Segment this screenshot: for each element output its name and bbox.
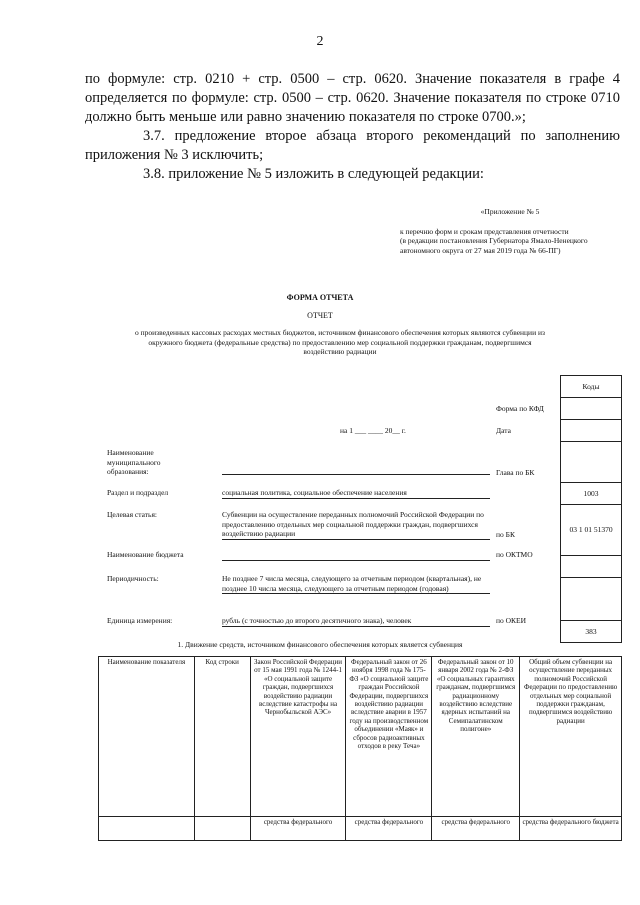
date-line: на 1 ___ ____ 20__ г. xyxy=(340,426,406,435)
paragraph-1: по формуле: стр. 0210 + стр. 0500 – стр. 0620. Значение показателя в графе 4 определяется по формуле: стр. 0500 – стр. 0620. Значение показателя по строке 0710 должно быть меньше или равно значению показателя по строке 0700.»; xyxy=(85,71,620,125)
label-budget: Наименование бюджета xyxy=(107,550,184,559)
municipality-line xyxy=(222,474,490,475)
paragraph-2: 3.7. предложение второе абзаца второго рекомендаций по заполнению приложения № 3 исключить; xyxy=(85,128,620,163)
paragraph-3: 3.8. приложение № 5 изложить в следующей редакции: xyxy=(143,166,484,182)
codes-header: Коды xyxy=(582,382,600,391)
label-municipality: Наименование муниципального образования: xyxy=(107,448,161,476)
subheader-3: средства федерального xyxy=(346,817,432,841)
appendix-line-1: к перечню форм и срокам представления отчетности xyxy=(400,226,569,236)
header-law-1244: Закон Российской Федерации от 15 мая 1991 года № 1244-1 «О социальной защите граждан, подвергшихся воздействию радиации вследствие катастрофы на Чернобыльской АЭС» xyxy=(250,657,346,817)
target-value: Субвенции на осуществление переданных полномочий Российской Федерации по предоставлению отдельных мер социальной поддержки граждан, подвергшихся воздействию радиации xyxy=(222,510,490,540)
table-caption: 1. Движение средств, источником финансового обеспечения которых является субвенция xyxy=(177,640,463,649)
code-okud xyxy=(561,397,621,419)
header-row-code: Код строки xyxy=(194,657,250,817)
codes-column xyxy=(560,375,622,643)
table-subheader-row xyxy=(99,817,622,841)
report-title: ОТЧЕТ xyxy=(307,311,333,320)
subheader-2: средства федерального xyxy=(250,817,346,841)
label-period: Периодичность: xyxy=(107,574,159,583)
label-target: Целевая статья: xyxy=(107,510,157,519)
label-unit: Единица измерения: xyxy=(107,616,173,625)
subheader-1 xyxy=(194,817,250,841)
code-date xyxy=(561,419,621,441)
code-okei: 383 xyxy=(561,620,621,642)
header-law-2: Федеральный закон от 10 января 2002 года № 2-ФЗ «О социальных гарантиях гражданам, подвергшимся радиационному воздействию вследствие ядерных испытаний на Семипалатинском полигоне» xyxy=(432,657,520,817)
appendix-line-2: (в редакции постановления Губернатора Ямало-Ненецкого автономного округа от 27 мая 2019 года № 66-ПГ) xyxy=(400,236,588,255)
label-section: Раздел и подраздел xyxy=(107,488,169,497)
appendix-note xyxy=(400,207,620,255)
report-description: о произведенных кассовых расходах местных бюджетов, источником финансового обеспечения которых являются субвенции из окружного бюджета (федеральные средства) по предоставлению мер социальной поддержки гражданам, подвергшимся воздействию радиации xyxy=(135,328,545,356)
header-total: Общий объем субвенции на осуществление переданных полномочий Российской Федерации по предоставлению отдельных мер социальной поддержки гражданам, подвергшимся воздействию радиации xyxy=(520,657,622,817)
code-glava xyxy=(561,441,621,482)
body-text xyxy=(85,70,620,184)
subheader-0 xyxy=(99,817,195,841)
label-date: Дата xyxy=(496,426,511,435)
page-number: 2 xyxy=(316,34,324,49)
code-target: 03 1 01 51370 xyxy=(561,504,621,555)
label-okei: по ОКЕИ xyxy=(496,616,527,625)
section-value: социальная политика, социальное обеспечение населения xyxy=(222,488,490,499)
unit-value: рубль (с точностью до второго десятичного знака), человек xyxy=(222,616,490,627)
code-section: 1003 xyxy=(561,482,621,504)
header-indicator: Наименование показателя xyxy=(99,657,195,817)
table-header-row xyxy=(99,657,622,817)
budget-line xyxy=(222,560,490,561)
code-period xyxy=(561,577,621,620)
subheader-4: средства федерального xyxy=(432,817,520,841)
label-oktmo: по ОКТМО xyxy=(496,550,533,559)
label-okud: Форма по КФД xyxy=(496,404,544,413)
label-glava: Глава по БК xyxy=(496,468,535,477)
subheader-5: средства федерального бюджета xyxy=(520,817,622,841)
movement-table xyxy=(98,656,622,841)
header-law-175: Федеральный закон от 26 ноября 1998 года № 175-ФЗ «О социальной защите граждан Российской Федерации, подвергшихся воздействию радиации вследствие аварии в 1957 году на производственном объединении «Маяк» и сбросов радиоактивных отходов в реку Теча» xyxy=(346,657,432,817)
code-oktmo xyxy=(561,555,621,577)
appendix-title: «Приложение № 5 xyxy=(480,207,540,216)
form-title: ФОРМА ОТЧЕТА xyxy=(286,293,354,302)
period-value: Не позднее 7 числа месяца, следующего за отчетным периодом (квартальная), не позднее 10 числа месяца, следующего за отчетным периодом (годовая) xyxy=(222,574,490,594)
label-bk: по БК xyxy=(496,530,515,539)
